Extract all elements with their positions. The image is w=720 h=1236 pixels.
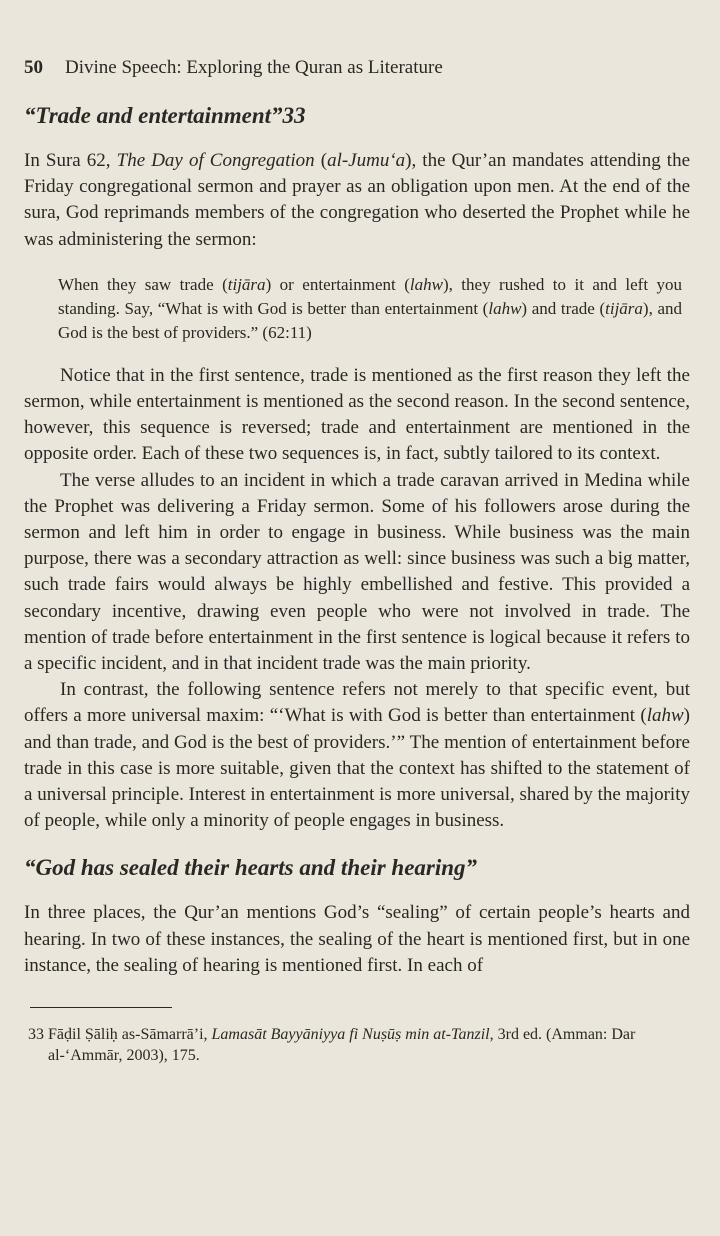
- section1-paragraph-1: Notice that in the first sentence, trade is mentioned as the first reason they left the sermon, while entertainment is mentioned as the second reason. In the second sentence, however, this sequence is reversed; trade and entertainment are mentioned in the opposite order. Each of these two sequences is, in fact, subtly tailored to its context.: [24, 364, 690, 465]
- section1-paragraph-3: In contrast, the following sentence refers not merely to that specific event, but offers a more universal maxim: “‘What is with God is better than entertainment (lahw) and than trade, and God is the best of providers.’” The mention of entertainment before trade in this case is more suitable, given that the context has shifted to the statement of a universal principle. Interest in entertainment is more universal, shared by the majority of people, while only a minority of people engages in business.: [24, 679, 690, 832]
- running-header: [24, 54, 690, 82]
- page-number: 50: [24, 57, 43, 78]
- section-heading-sealed-hearts: “God has sealed their hearts and their hearing”: [24, 855, 478, 881]
- footnote-separator: [30, 1007, 172, 1008]
- footnote-33: 33 Fāḍil Ṣāliḥ as-Sāmarrā’i, Lamasāt Bayyāniyya fi Nuṣūṣ min at-Tanzil, 3rd ed. (Amman: Dar al-‘Ammār, 2003), 175.: [28, 1026, 636, 1065]
- section2-paragraph-1: In three places, the Qur’an mentions God’s “sealing” of certain people’s hearts and hearing. In two of these instances, the sealing of the heart is mentioned first, but in one instance, the sealing of hearing is mentioned first. In each of: [24, 902, 690, 976]
- section1-intro-paragraph: In Sura 62, The Day of Congregation (al-Jumu‘a), the Qur’an mandates attending the Friday congregational sermon and prayer as an obligation upon men. At the end of the sura, God reprimands members of the congregation who deserted the Prophet while he was administering the sermon:: [24, 150, 691, 250]
- quran-quotation: When they saw trade (tijāra) or entertainment (lahw), they rushed to it and left you standing. Say, “What is with God is better than entertainment (lahw) and trade (tijāra), and God is the best of providers.” (62:11): [58, 274, 682, 342]
- running-title: Divine Speech: Exploring the Quran as Literature: [65, 57, 443, 78]
- footnote-number: 33: [28, 1026, 44, 1044]
- section-heading-trade-entertainment: “Trade and entertainment”33: [24, 103, 306, 128]
- section1-paragraph-2: The verse alludes to an incident in which a trade caravan arrived in Medina while the Prophet was delivering a Friday sermon. Some of his followers arose during the sermon and left him in order to engage in business. While business was the main purpose, there was a secondary attraction as well: since business was such a big matter, such trade fairs would always be highly embellished and festive. This provided a secondary incentive, drawing even people who were not involved in trade. The mention of trade before entertainment in the first sentence is logical because it refers to a specific incident, and in that incident trade was the main priority.: [24, 469, 690, 675]
